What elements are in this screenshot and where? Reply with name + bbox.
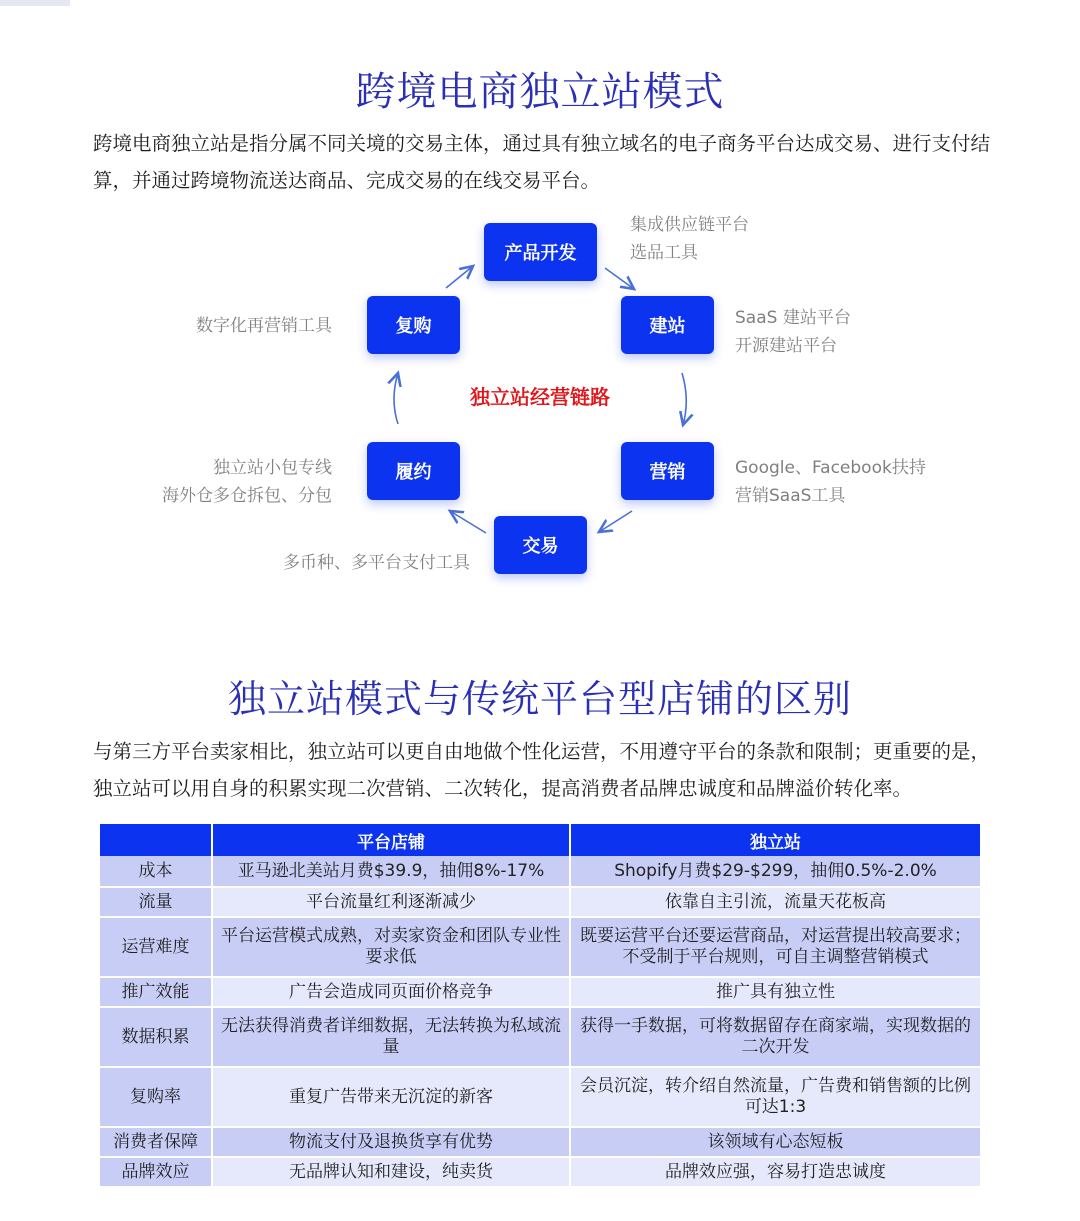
table-row [100,977,981,1007]
row-label: 运营难度 [100,917,212,977]
note-line: 海外仓多仓拆包、分包 [162,486,332,506]
cell-standalone: 该领域有心态短板 [570,1127,981,1157]
table-row [100,887,981,917]
cell-standalone: 既要运营平台还要运营商品，对运营提出较高要求；不受制于平台规则，可自主调整营销模式 [570,917,981,977]
header-cell-platform: 平台店铺 [212,824,570,856]
cell-platform: 平台流量红利逐渐减少 [212,887,570,917]
row-label: 复购率 [100,1067,212,1127]
note-fulfill [80,454,332,510]
cell-standalone: 会员沉淀，转介绍自然流量，广告费和销售额的比例可达1:3 [570,1067,981,1127]
table-row [100,1127,981,1157]
cell-standalone: 品牌效应强，容易打造忠诚度 [570,1157,981,1187]
header-cell-blank [100,824,212,856]
table-row [100,1067,981,1127]
node-repurchase: 复购 [367,296,460,354]
cell-platform: 广告会造成同页面价格竞争 [212,977,570,1007]
cell-standalone: Shopify月费$29-$299，抽佣0.5%-2.0% [570,856,981,887]
arrow-site-to-marketing [682,373,686,425]
arrow-marketing-to-trade [599,511,632,532]
node-product-development: 产品开发 [484,223,597,281]
cell-standalone: 获得一手数据，可将数据留存在商家端，实现数据的二次开发 [570,1007,981,1067]
cell-platform: 无品牌认知和建设，纯卖货 [212,1157,570,1187]
cell-platform: 平台运营模式成熟，对卖家资金和团队专业性要求低 [212,917,570,977]
table-row [100,1007,981,1067]
cell-standalone: 推广具有独立性 [570,977,981,1007]
node-site-building: 建站 [621,296,714,354]
arrow-product-to-site [605,268,634,289]
section2-paragraph: 与第三方平台卖家相比，独立站可以更自由地做个性化运营，不用遵守平台的条款和限制；更重要的是，独立站可以用自身的积累实现二次营销、二次转化，提高消费者品牌忠诚度和品牌溢价转化率。 [93,740,991,800]
header-cell-standalone: 独立站 [570,824,981,856]
section1-paragraph: 跨境电商独立站是指分属不同关境的交易主体，通过具有独立域名的电子商务平台达成交易、进行支付结算，并通过跨境物流送达商品、完成交易的在线交易平台。 [93,132,991,192]
arrow-trade-to-fulfill [450,511,486,533]
note-line: 集成供应链平台 [630,215,749,235]
note-line: 数字化再营销工具 [196,316,332,336]
note-repurchase [100,312,332,340]
row-label: 品牌效应 [100,1157,212,1187]
arrow-repurchase-to-product [446,266,473,288]
note-line: 多币种、多平台支付工具 [283,553,470,573]
note-line: 独立站小包专线 [213,458,332,478]
note-line: 开源建站平台 [735,336,837,356]
note-line: Google、Facebook扶持 [735,458,926,478]
table-row [100,917,981,977]
cycle-center-label: 独立站经营链路 [470,385,610,409]
note-marketing [735,454,926,510]
note-line: 选品工具 [630,243,698,263]
section2-title: 独立站模式与传统平台型店铺的区别 [227,677,852,721]
cell-standalone: 依靠自主引流，流量天花板高 [570,887,981,917]
row-label: 消费者保障 [100,1127,212,1157]
row-label: 流量 [100,887,212,917]
note-trade [220,549,470,577]
row-label: 推广效能 [100,977,212,1007]
note-product [630,211,749,267]
comparison-table [100,824,982,1188]
arrow-fulfill-to-repurchase [394,373,398,424]
cell-platform: 物流支付及退换货享有优势 [212,1127,570,1157]
note-site [735,304,851,360]
node-marketing: 营销 [621,442,714,500]
row-label: 数据积累 [100,1007,212,1067]
table-row [100,856,981,887]
note-line: 营销SaaS工具 [735,486,846,506]
row-label: 成本 [100,856,212,887]
node-fulfillment: 履约 [367,442,460,500]
table-row [100,1157,981,1187]
table-header-row [100,824,981,856]
node-trade: 交易 [494,516,587,574]
cell-platform: 亚马逊北美站月费$39.9，抽佣8%-17% [212,856,570,887]
cell-platform: 重复广告带来无沉淀的新客 [212,1067,570,1127]
section1-title: 跨境电商独立站模式 [355,69,725,115]
cell-platform: 无法获得消费者详细数据，无法转换为私域流量 [212,1007,570,1067]
note-line: SaaS 建站平台 [735,308,851,328]
